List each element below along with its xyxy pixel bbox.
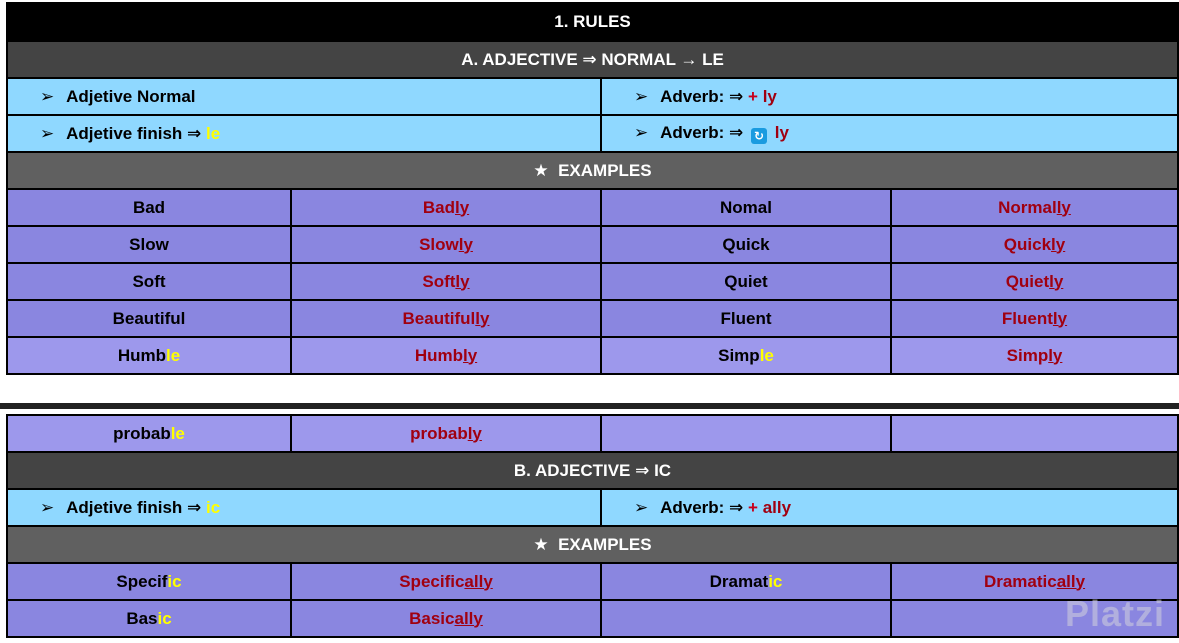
rule-a1-adverb <box>601 78 1178 115</box>
sync-icon: ↻ <box>751 128 767 144</box>
adjective-cell: Soft <box>7 263 291 300</box>
rule-text: Adverb: ⇒ <box>660 497 744 517</box>
rule-text: Adverb: ⇒ <box>660 86 744 106</box>
adverb-cell: Humbly <box>291 337 601 374</box>
arrow-bullet-icon: ➢ <box>634 86 649 106</box>
arrow-bullet-icon: ➢ <box>40 86 55 106</box>
adverb-cell: Softly <box>291 263 601 300</box>
empty-cell <box>601 415 891 452</box>
adverb-cell: Quietly <box>891 263 1178 300</box>
page-title: 1. RULES <box>7 3 1178 41</box>
table-row <box>7 226 1178 263</box>
rule-b-adjective <box>7 489 601 526</box>
rule-a1-adjective <box>7 78 601 115</box>
arrow-bullet-icon: ➢ <box>634 497 649 517</box>
adverb-cell: Fluently <box>891 300 1178 337</box>
examples-label: EXAMPLES <box>558 534 652 554</box>
adjective-cell: probable <box>7 415 291 452</box>
highlight-ending: ic <box>205 497 221 517</box>
adverb-cell: Beautifully <box>291 300 601 337</box>
adjective-cell: Quiet <box>601 263 891 300</box>
adjective-cell: Humble <box>7 337 291 374</box>
platzi-watermark: Platzi <box>1064 593 1165 634</box>
examples-header-a <box>7 152 1178 189</box>
adjective-cell: Slow <box>7 226 291 263</box>
adverb-cell: Badly <box>291 189 601 226</box>
adverb-cell: Dramatically <box>891 563 1178 600</box>
rules-table-bottom <box>6 414 1179 638</box>
empty-cell <box>891 415 1178 452</box>
adjective-cell: Fluent <box>601 300 891 337</box>
adjective-cell: Dramatic <box>601 563 891 600</box>
section-b-heading: B. ADJECTIVE ⇒ IC <box>7 452 1178 489</box>
adjective-cell: Simple <box>601 337 891 374</box>
table-row <box>7 300 1178 337</box>
arrow-bullet-icon: ➢ <box>40 497 55 517</box>
table-row <box>7 337 1178 374</box>
rule-text: Adjetive finish ⇒ <box>66 123 202 143</box>
empty-cell <box>601 600 891 637</box>
adjective-cell: Nomal <box>601 189 891 226</box>
adverb-cell: Basically <box>291 600 601 637</box>
adjective-cell: Quick <box>601 226 891 263</box>
section-a-heading: A. ADJECTIVE ⇒ NORMAL → LE <box>7 41 1178 78</box>
adverb-cell: Simply <box>891 337 1178 374</box>
suffix: ly <box>757 86 777 106</box>
table-row <box>7 600 1178 637</box>
rule-text: Adverb: ⇒ <box>660 123 744 142</box>
plus-sign: + <box>748 86 758 106</box>
arrow-bullet-icon: ➢ <box>40 123 55 143</box>
rule-b-adverb <box>601 489 1178 526</box>
arrow-bullet-icon: ➢ <box>634 123 649 142</box>
suffix: ally <box>757 497 792 517</box>
page-break-divider <box>0 398 1179 412</box>
adverb-cell: Quickly <box>891 226 1178 263</box>
rule-a2-adverb <box>601 115 1178 152</box>
highlight-ending: le <box>205 123 221 143</box>
table-row <box>7 415 1178 452</box>
rule-text: Adjetive Normal <box>66 86 196 106</box>
examples-header-b <box>7 526 1178 563</box>
adjective-cell: Basic <box>7 600 291 637</box>
plus-sign: + <box>748 497 758 517</box>
rule-text: Adjetive finish ⇒ <box>66 497 202 517</box>
suffix: ly <box>770 123 789 142</box>
star-icon: ★ <box>533 534 549 554</box>
table-row <box>7 563 1178 600</box>
adjective-cell: Specific <box>7 563 291 600</box>
table-row <box>7 263 1178 300</box>
rules-table-top <box>6 2 1179 375</box>
examples-label: EXAMPLES <box>558 160 652 180</box>
adjective-cell: Beautiful <box>7 300 291 337</box>
adverb-cell: Slowly <box>291 226 601 263</box>
adverb-cell: probably <box>291 415 601 452</box>
star-icon: ★ <box>533 160 549 180</box>
table-row <box>7 189 1178 226</box>
adjective-cell: Bad <box>7 189 291 226</box>
rule-a2-adjective <box>7 115 601 152</box>
adverb-cell: Specifically <box>291 563 601 600</box>
adverb-cell: Normally <box>891 189 1178 226</box>
